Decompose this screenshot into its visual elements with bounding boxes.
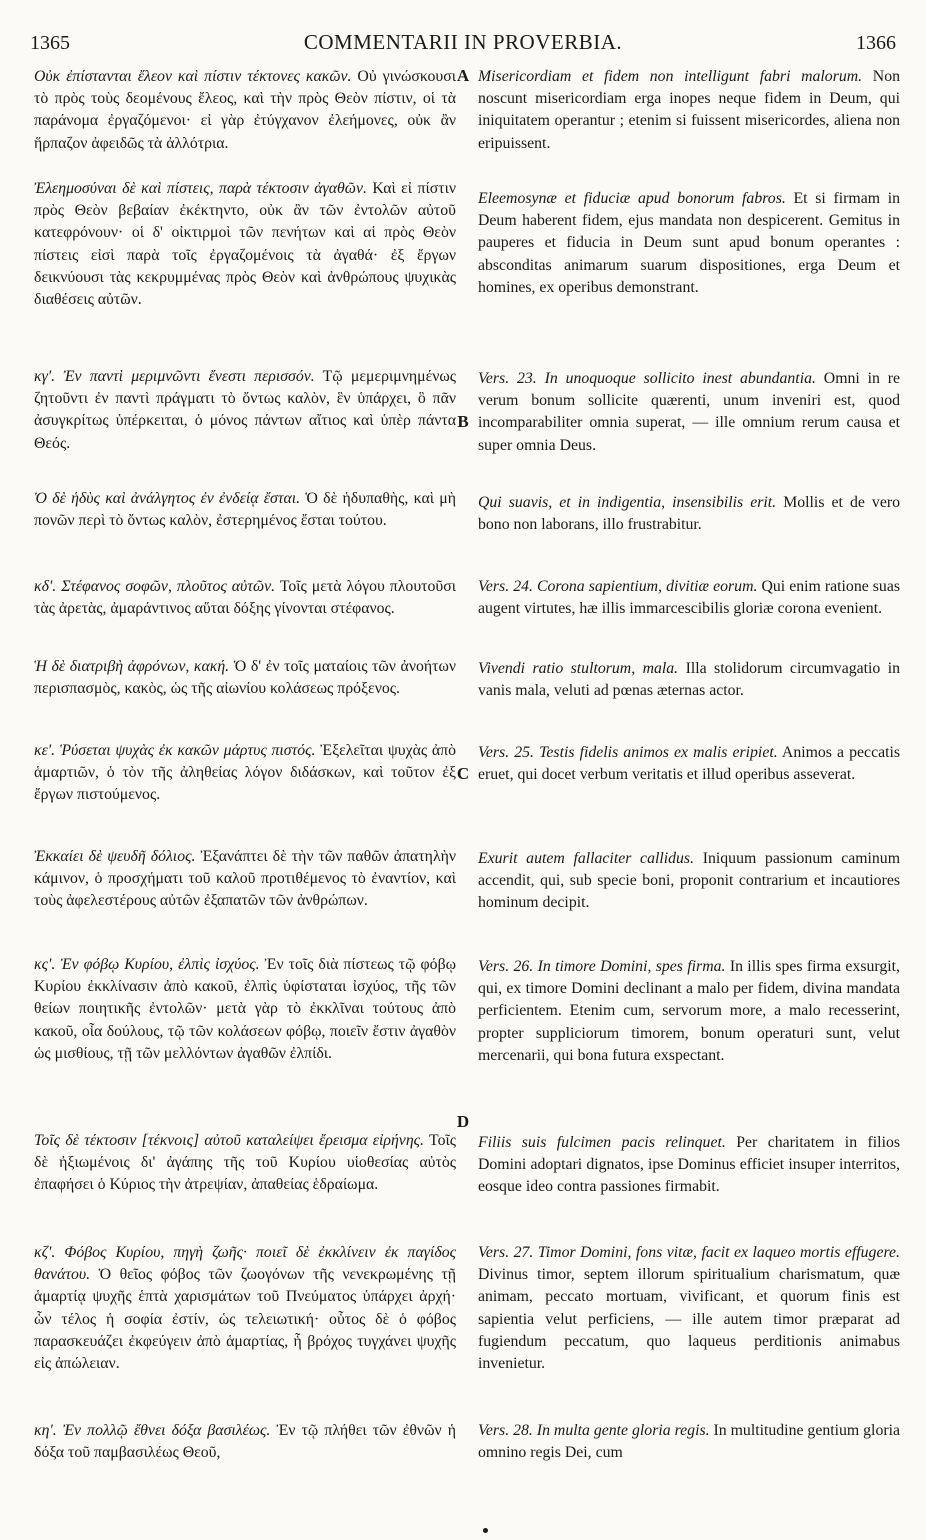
margin-letter: B <box>457 412 469 431</box>
greek-lemma: κζ'. Φόβος Κυρίου, πηγὴ ζωῆς· ποιεῖ δὲ ἐκκλίνειν ἐκ παγίδος θανάτου. <box>34 1244 456 1284</box>
latin-commentary: Iniquum passionum caminum accendit, qui, sub specie boni, proponit contrarium et incautiores hominum decipit. <box>478 850 900 912</box>
greek-lemma: κδ'. Στέφανος σοφῶν, πλοῦτος αὐτῶν. <box>34 578 276 595</box>
page-number-right: 1366 <box>856 32 896 54</box>
greek-lemma: Τοῖς δὲ τέκτοσιν [τέκνοις] αὐτοῦ καταλείψει ἔρεισμα εἰρήνης. <box>34 1132 425 1149</box>
margin-letter: D <box>456 1112 470 1131</box>
greek-paragraph <box>34 656 456 700</box>
greek-paragraph <box>34 576 456 620</box>
running-header <box>30 30 896 58</box>
latin-commentary: Per charitatem in filios Domini adoptari dignatos, ipse Dominus efficiet insuper interritos, eosque ideo contra passiones firmabit. <box>478 1134 900 1196</box>
latin-commentary: Mollis et de vero bono non laborans, illo frustrabitur. <box>478 494 900 534</box>
latin-lemma: Eleemosynæ et fiduciæ apud bonorum fabros. <box>478 190 786 207</box>
page-number-left: 1365 <box>30 32 70 54</box>
greek-commentary: Οὐ γινώσκουσι τὸ πρὸς τοὺς δεομένους ἔλεος, καὶ τὴν πρὸς Θεὸν πίστιν, οἱ τὰ παράνομα ἐργαζόμενοι· εἰ γὰρ ἐτύγχανον ἐλεήμονες, οὐκ ἂν ἥρπαζον ἀφειδῶς τὰ ἀλλότρια. <box>34 68 456 152</box>
greek-paragraph <box>34 1420 456 1464</box>
latin-commentary: Animos a peccatis eruet, qui docet verbum veritatis et illud operibus asseverat. <box>478 744 901 784</box>
margin-letter: C <box>456 764 470 783</box>
greek-lemma: κγ'. Ἐν παντὶ μεριμνῶντι ἔνεστι περισσόν. <box>34 368 315 385</box>
greek-lemma: Ἡ δὲ διατριβὴ ἀφρόνων, κακή. <box>34 658 230 675</box>
latin-paragraph <box>478 1242 900 1375</box>
greek-commentary: Τῷ μεμεριμνημένως ζητοῦντι ἐν παντὶ πράγματι τὸ ὄντως καλὸν, ἓν ὑπάρχει, ὃ πᾶν ἀσυγκρίτως ὑπέρκειται, ὁ μόνος πάντων αἴτιος καὶ ὑπὲρ πάντα Θεός. <box>34 368 456 452</box>
latin-lemma: Vers. 28. In multa gente gloria regis. <box>478 1422 710 1439</box>
latin-paragraph <box>478 492 900 536</box>
greek-paragraph <box>34 366 456 455</box>
margin-letter: A <box>456 66 470 85</box>
greek-commentary: Ὁ δὲ ἡδυπαθὴς, καὶ μὴ πονῶν περὶ τὸ ὄντως καλὸν, ἐστερημένος ἔσται τούτου. <box>34 490 457 530</box>
latin-commentary: Et si firmam in Deum haberent fidem, ejus mandata non despicerent. Gemitus in pauperes et fiducia in Deum sunt apud bonum operantes : absconditas animarum suarum dispositiones, erga Deum et homines, ex operibus demonstrant. <box>478 190 900 296</box>
greek-paragraph <box>34 846 456 913</box>
latin-lemma: Vivendi ratio stultorum, mala. <box>478 660 679 677</box>
latin-lemma: Vers. 26. In timore Domini, spes firma. <box>478 958 726 975</box>
greek-commentary: Ἐν τῷ πλήθει τῶν ἐθνῶν ἡ δόξα τοῦ παμβασιλέως Θεοῦ, <box>34 1422 456 1462</box>
greek-commentary: Τοῖς δὲ ἠξιωμένοις δι' ἀγάπης τῆς τοῦ Κυρίου υἱοθεσίας αὐτὸς ἐπαφήσει ὁ Κύριος τὴν ἀτρεψίαν, ἀπαθείας ἑδραίωμα. <box>34 1132 456 1194</box>
greek-commentary: Ἐξανάπτει δὲ τὴν τῶν παθῶν ἀπατηλὴν κάμινον, ὁ προσχήματι τοῦ καλοῦ προτιθέμενος τὸ ἐναντίον, καὶ τοὺς ἀφελεστέρους αὐτῶν ἐξαπατῶν τῶν ἀνθρώπων. <box>34 848 457 910</box>
latin-lemma: Vers. 27. Timor Domini, fons vitæ, facit ex laqueo mortis effugere. <box>478 1244 900 1261</box>
greek-lemma: Ἐκκαίει δὲ ψευδῆ δόλιος. <box>34 848 196 865</box>
ink-dot <box>483 1528 488 1533</box>
greek-commentary: Ἐξελεῖται ψυχὰς ἀπὸ ἁμαρτιῶν, ὁ τὸν τῆς ἀληθείας λόγον διδάσκων, καὶ τοῦτον ἐξ ἔργων πιστούμενος. <box>34 742 457 804</box>
latin-paragraph <box>478 188 900 299</box>
greek-paragraph <box>34 488 456 532</box>
latin-paragraph <box>478 1420 900 1464</box>
greek-lemma: κς'. Ἐν φόβῳ Κυρίου, ἐλπὶς ἰσχύος. <box>34 956 260 973</box>
greek-paragraph <box>34 954 456 1065</box>
latin-commentary: In multitudine gentium gloria omnino regis Dei, cum <box>478 1422 901 1462</box>
latin-lemma: Filiis suis fulcimen pacis relinquet. <box>478 1134 726 1151</box>
latin-paragraph <box>478 956 900 1067</box>
greek-commentary: Ἐν τοῖς διὰ πίστεως τῷ φόβῳ Κυρίου ἐκκλίνασιν ἀπὸ κακοῦ, ἐλπὶς ὑφίσταται ἰσχύος, τῆς τῶν θείων ποιητικῆς ἐντολῶν· μετὰ γὰρ τὸ ἐκκλῖναι τούτους ἀπὸ κακοῦ, οἷα δούλους, τῷ τῶν κολάσεων φόβῳ, ποιεῖν ἔστιν ἀγαθὸν ὡς μισθίους, τῇ τῶν μελλόντων ἀγαθῶν ἐλπίδι. <box>34 956 457 1062</box>
greek-paragraph <box>34 178 456 311</box>
latin-commentary: Illa stolidorum circumvagatio in vanis mala, veluti ad pœnas æternas actor. <box>478 660 901 700</box>
latin-lemma: Vers. 24. Corona sapientium, divitiæ eorum. <box>478 578 758 595</box>
latin-paragraph <box>478 742 900 786</box>
greek-lemma: κη'. Ἐν πολλῷ ἔθνει δόξα βασιλέως. <box>34 1422 271 1439</box>
latin-commentary: Non noscunt misericordiam erga inopes neque fidem in Deum, qui iniquitatem operantur ; etenim si fuissent misericordes, aliena non eripuissent. <box>478 68 901 152</box>
latin-lemma: Vers. 25. Testis fidelis animos ex malis eripiet. <box>478 744 778 761</box>
latin-lemma: Vers. 23. In unoquoque sollicito inest abundantia. <box>478 370 816 387</box>
greek-lemma: Ἐλεημοσύναι δὲ καὶ πίστεις, παρὰ τέκτοσιν ἀγαθῶν. <box>34 180 367 197</box>
running-title: COMMENTARII IN PROVERBIA. <box>303 30 623 54</box>
greek-paragraph <box>34 66 456 155</box>
latin-paragraph <box>478 368 900 457</box>
latin-paragraph <box>478 1132 900 1199</box>
greek-commentary: Ὁ θεῖος φόβος τῶν ζωογόνων τῆς νενεκρωμένης τῇ ἁμαρτίᾳ ψυχῆς ἑπτὰ χαρισμάτων τοῦ Πνεύματος ὑπάρχει ἀρχή· ὧν τέλος ἡ σοφία ἐστίν, ὡς τελειωτική· οὗτος δὲ ὁ φόβος παρασκευάζει ἐκφεύγειν ἀπὸ ἁμαρτίας, ἧ βρόχος τυγχάνει ψυχῆς εἰς ἀπώλειαν. <box>34 1266 456 1373</box>
latin-lemma: Qui suavis, et in indigentia, insensibilis erit. <box>478 494 777 511</box>
greek-paragraph <box>34 1242 456 1375</box>
greek-lemma: κε'. Ῥύσεται ψυχὰς ἐκ κακῶν μάρτυς πιστός. <box>34 742 316 759</box>
greek-commentary: Τοῖς μετὰ λόγου πλουτοῦσι τὰς ἀρετὰς, ἀμαράντινος αὕται δόξης γίνονται στέφανος. <box>34 578 456 618</box>
latin-lemma: Exurit autem fallaciter callidus. <box>478 850 695 867</box>
latin-commentary: Divinus timor, septem illorum spiritualium charismatum, quæ animam, peccato mortuam, vivificant, et quorum finis est sapientia velut perficiens, — ille autem timor præparat ad fugiendum peccatum, quo laqueus perditionis animabus invenietur. <box>478 1266 900 1373</box>
latin-commentary: Omni in re verum bonum sollicite quærenti, unum inveniri est, quod incomparabiliter omnia superat, — ille omnium rerum causa et super omnia Deus. <box>478 370 900 454</box>
latin-paragraph <box>478 66 900 155</box>
greek-commentary: Καὶ εἰ πίστιν πρὸς Θεὸν βεβαίαν ἐκέκτηντο, οὐκ ἂν τῶν ἐντολῶν αὐτοῦ κατεφρόνουν· οἱ δ' οἰκτιρμοὶ τῶν πενήτων καὶ αἱ πρὸς Θεὸν πίστεις εἰσὶ παρὰ τοῖς ἐργαζομένοις τὰ ἀγαθά· ἐξ ἔργων δεικνύουσι τὰς κεκρυμμένας πρὸς Θεὸν καὶ ἀνθρώπους ψυχικὰς διαθέσεις αὐτῶν. <box>34 180 456 309</box>
latin-paragraph <box>478 848 900 915</box>
latin-paragraph <box>478 658 900 702</box>
latin-commentary: In illis spes firma exsurgit, qui, ex timore Domini declinant a malo per fidem, divina mandata perficientem. Etenim cum, servorum more, a malo recesserint, propter suppliciorum timorem, bonum operaturi sunt, velut mercenarii, qui bona futura exspectant. <box>478 958 900 1064</box>
latin-commentary: Qui enim ratione suas augent virtutes, hæ illis immarcescibilis gloriæ corona evenient. <box>478 578 900 618</box>
greek-paragraph <box>34 740 456 807</box>
greek-paragraph <box>34 1130 456 1197</box>
latin-lemma: Misericordiam et fidem non intelligunt fabri malorum. <box>478 68 863 85</box>
latin-paragraph <box>478 576 900 620</box>
greek-commentary: Ὁ δ' ἐν τοῖς ματαίοις τῶν ἀνοήτων περισπασμὸς, κακὸς, ὡς τῆς αἰωνίου κολάσεως πρόξενος. <box>34 658 457 698</box>
greek-lemma: Ὁ δὲ ἡδὺς καὶ ἀνάλγητος ἐν ἐνδείᾳ ἔσται. <box>34 490 301 507</box>
greek-lemma: Οὐκ ἐπίστανται ἔλεον καὶ πίστιν τέκτονες κακῶν. <box>34 68 352 85</box>
